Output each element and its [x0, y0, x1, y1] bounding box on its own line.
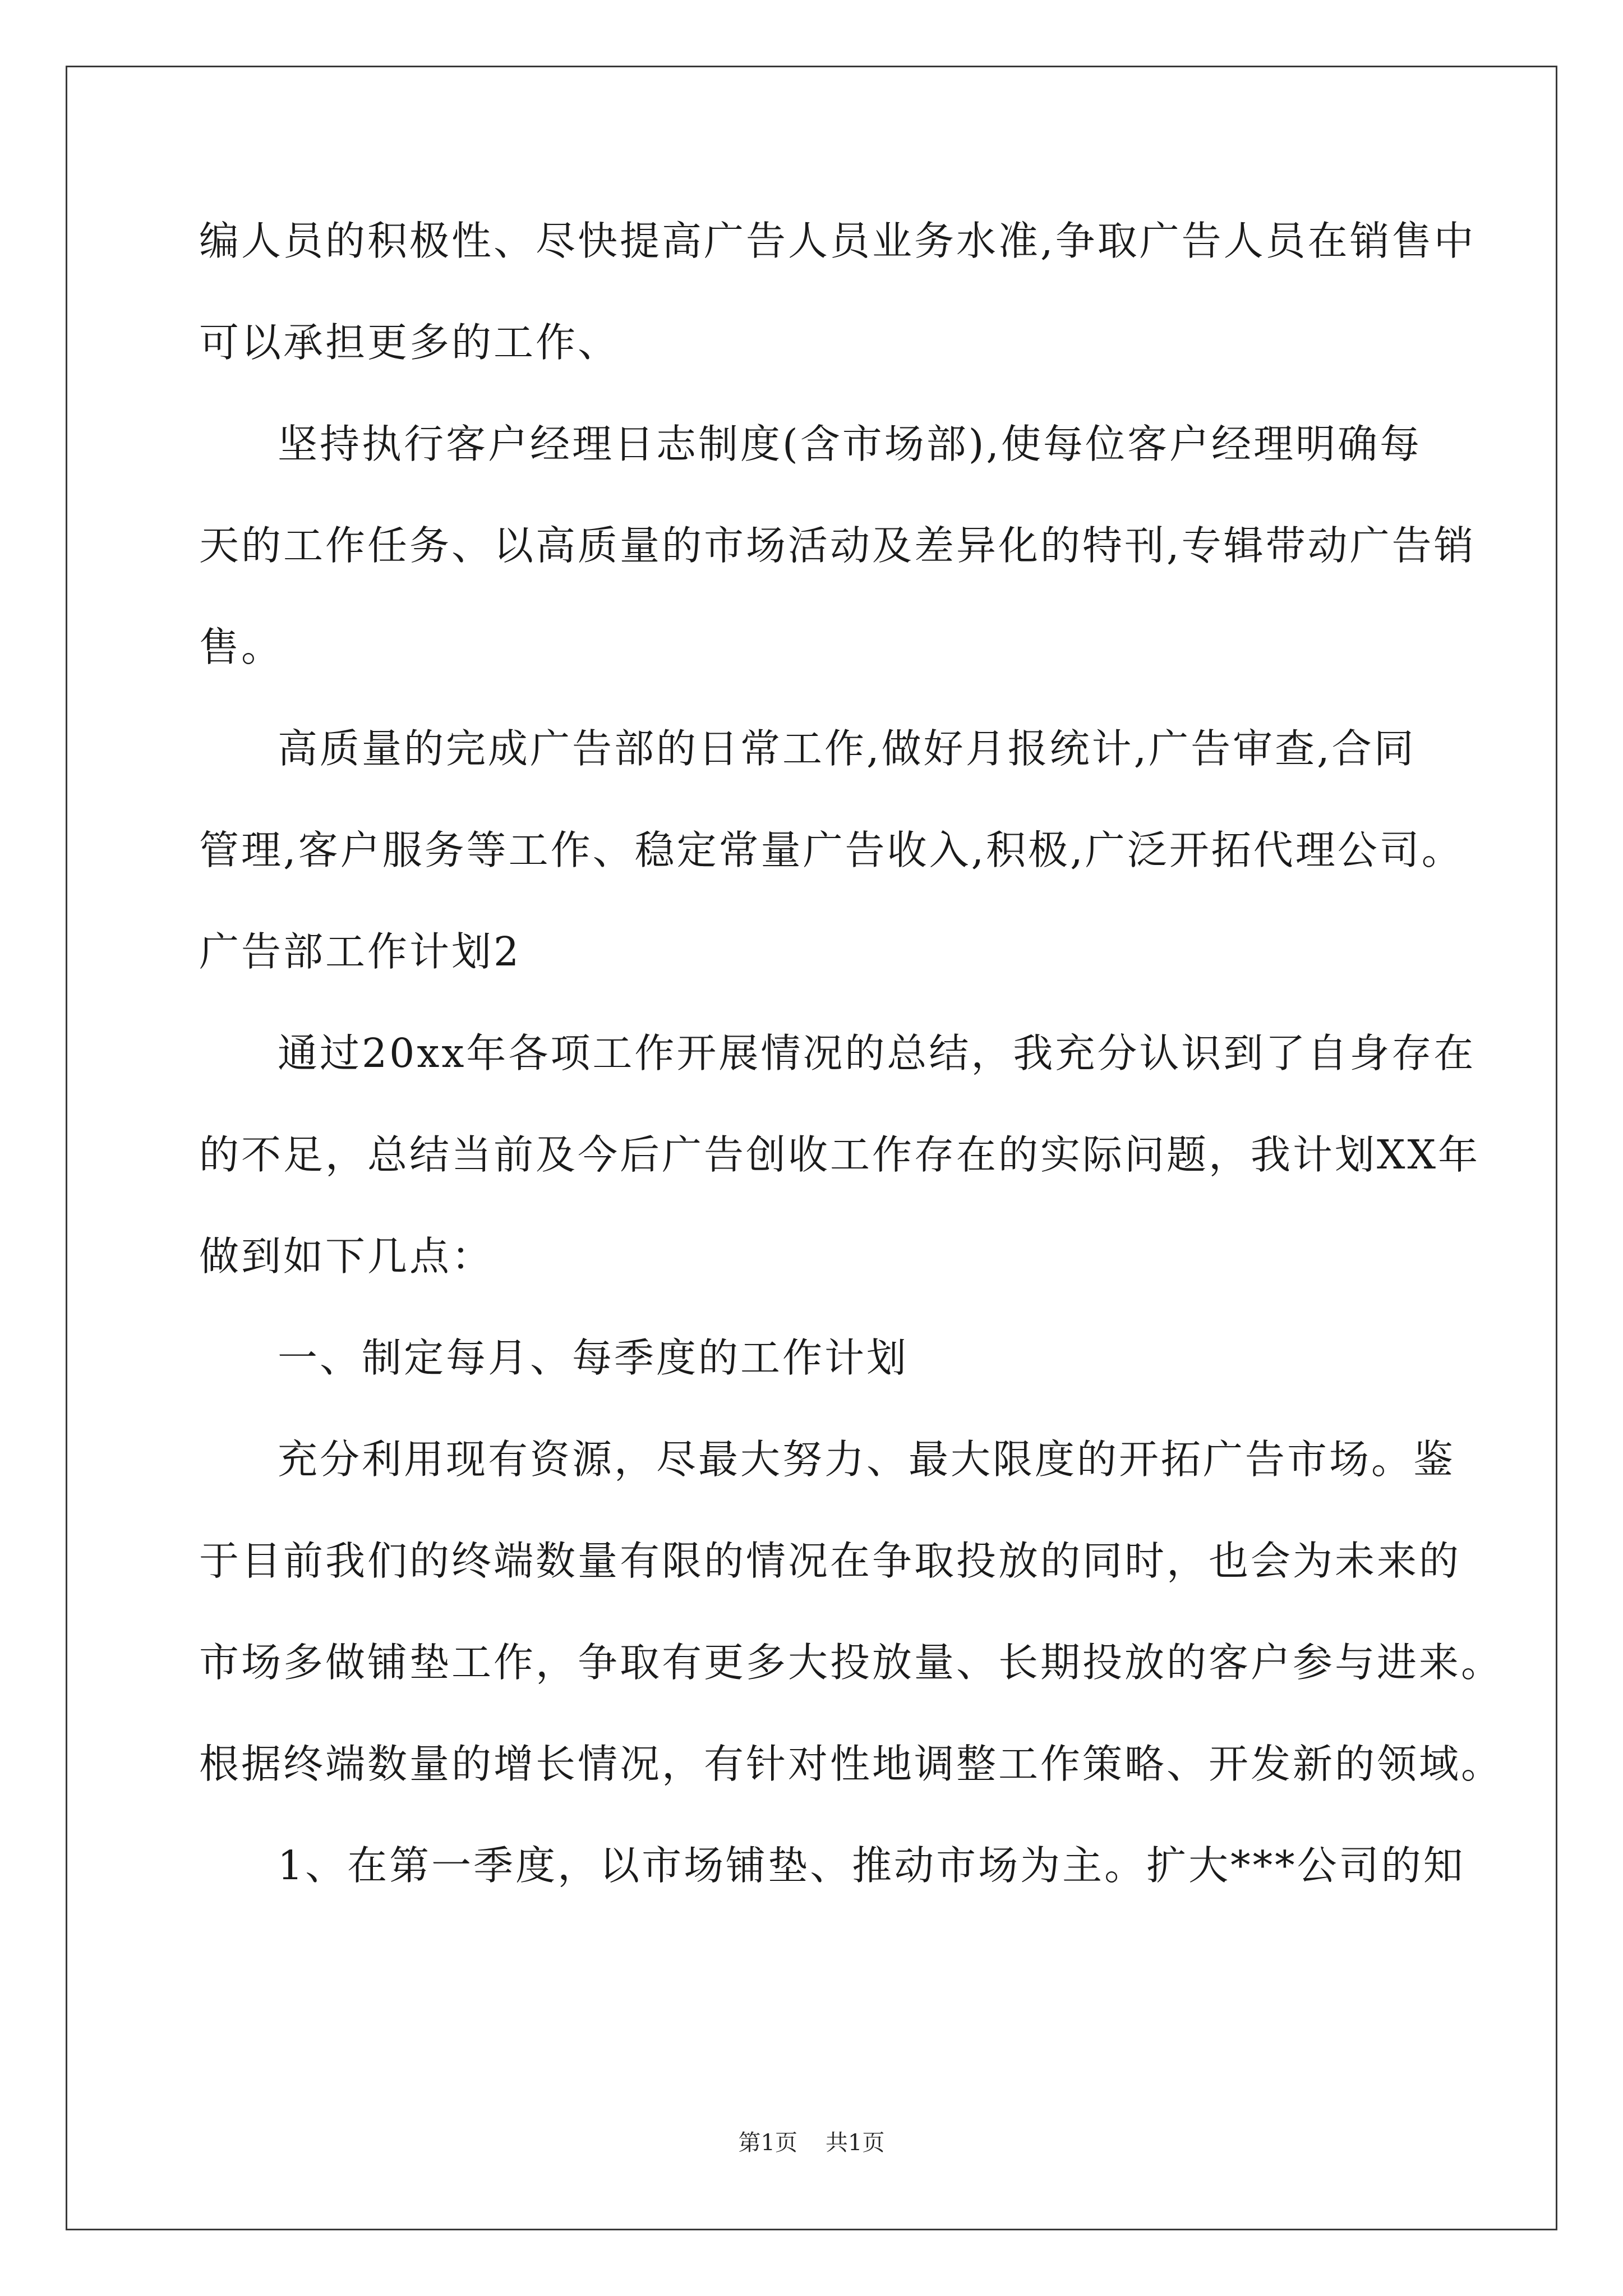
- paragraph-line: 高质量的完成广告部的日常工作,做好月报统计,广告审查,合同: [278, 725, 1416, 772]
- paragraph-line: 市场多做铺垫工作，争取有更多大投放量、长期投放的客户参与进来。: [199, 1639, 1504, 1686]
- paragraph-line: 可以承担更多的工作、: [199, 319, 620, 366]
- paragraph-line: 天的工作任务、以高质量的市场活动及差异化的特刊,专辑带动广告销: [199, 522, 1476, 569]
- paragraph-line: 管理,客户服务等工作、稳定常量广告收入,积极,广泛开拓代理公司。: [199, 827, 1464, 873]
- paragraph-line: 通过20xx年各项工作开展情况的总结，我充分认识到了自身存在: [278, 1030, 1476, 1076]
- subsection-heading: 一、制定每月、每季度的工作计划: [278, 1335, 909, 1381]
- page-count: 共1页: [826, 2130, 885, 2156]
- paragraph-line: 充分利用现有资源，尽最大努力、最大限度的开拓广告市场。鉴: [278, 1436, 1456, 1483]
- paragraph-line: 于目前我们的终端数量有限的情况在争取投放的同时，也会为未来的: [199, 1538, 1461, 1584]
- paragraph-line: 编人员的积极性、尽快提高广告人员业务水准,争取广告人员在销售中: [199, 218, 1476, 264]
- page-footer: [0, 2129, 1623, 2157]
- paragraph-line: 坚持执行客户经理日志制度(含市场部),使每位客户经理明确每: [278, 421, 1422, 467]
- section-heading: 广告部工作计划2: [199, 928, 522, 975]
- paragraph-line: 1、在第一季度，以市场铺垫、推动市场为主。扩大***公司的知: [278, 1842, 1465, 1889]
- paragraph-line: 的不足，总结当前及今后广告创收工作存在的实际问题，我计划XX年: [199, 1131, 1481, 1178]
- paragraph-line: 售。: [199, 624, 284, 670]
- page-number: 第1页: [738, 2130, 797, 2156]
- paragraph-line: 做到如下几点：: [199, 1233, 494, 1280]
- paragraph-line: 根据终端数量的增长情况，有针对性地调整工作策略、开发新的领域。: [199, 1741, 1504, 1787]
